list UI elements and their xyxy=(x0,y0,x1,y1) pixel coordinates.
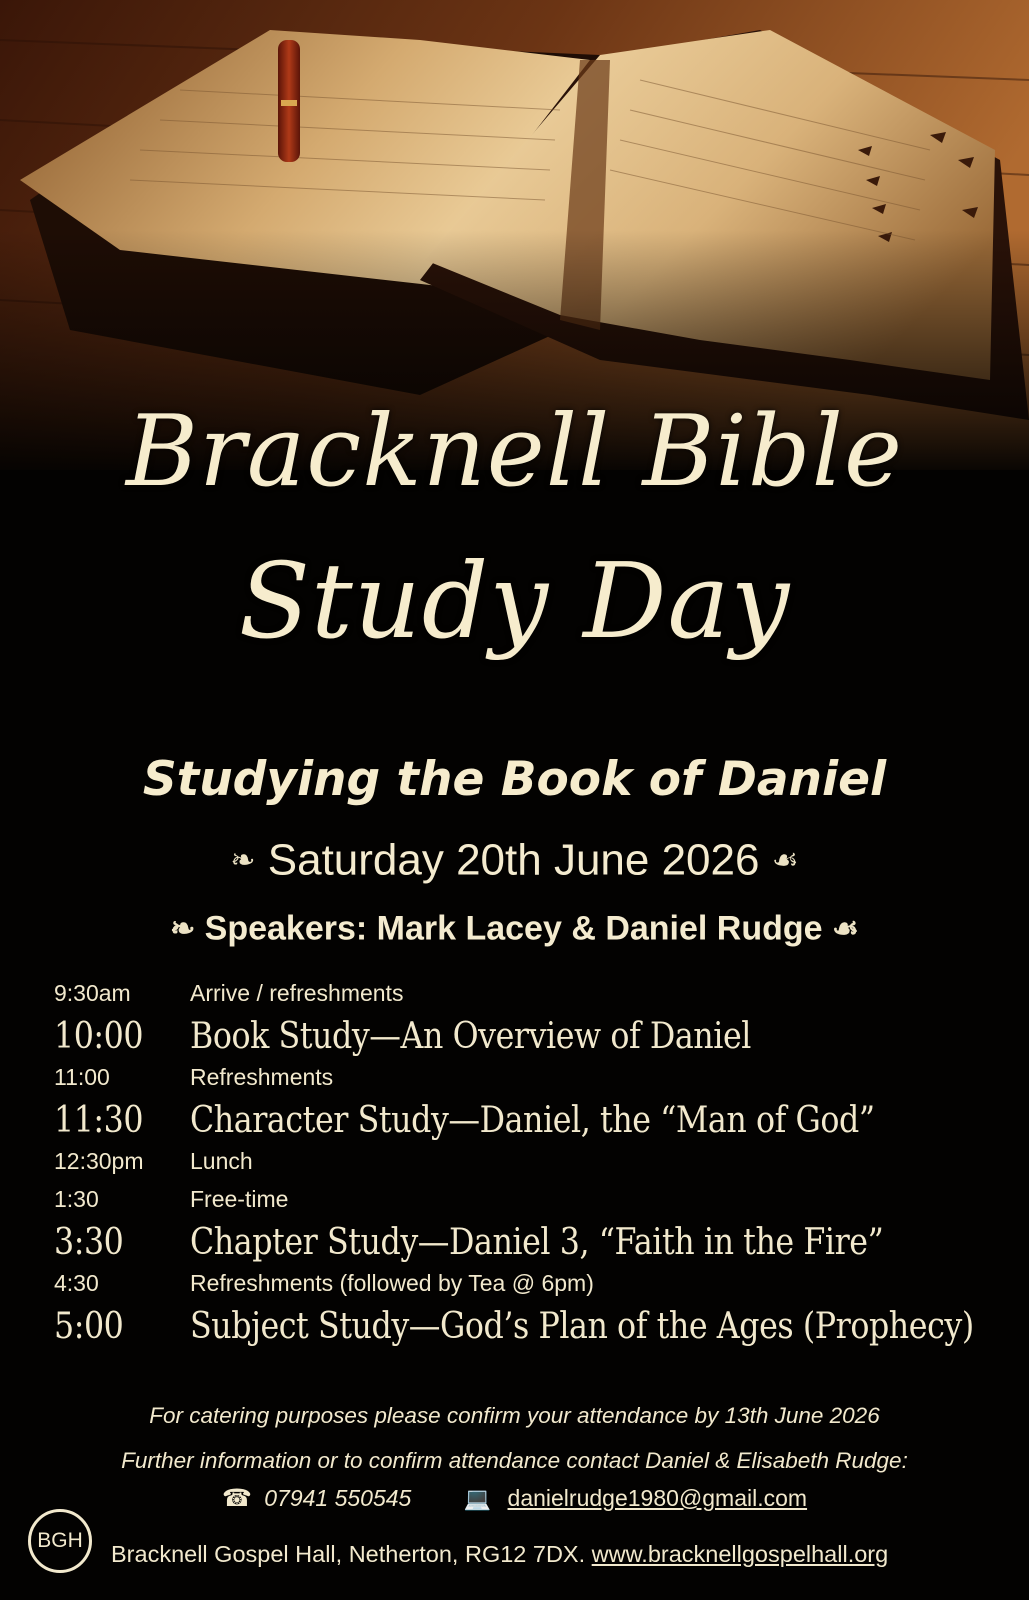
schedule-row xyxy=(0,1182,1029,1216)
schedule-row xyxy=(0,1014,1029,1060)
laptop-icon: 💻 xyxy=(463,1486,492,1511)
schedule-row xyxy=(0,976,1029,1010)
event-date: Saturday 20th June 2026 xyxy=(267,835,760,885)
speakers: Speakers: Mark Lacey & Daniel Rudge xyxy=(204,909,823,948)
schedule-row xyxy=(0,1266,1029,1300)
website-link[interactable]: www.bracknellgospelhall.org xyxy=(591,1541,889,1567)
speakers-line xyxy=(0,908,1029,949)
schedule-description: Character Study—Daniel, the “Man of God” xyxy=(190,1100,875,1141)
schedule-description: Arrive / refreshments xyxy=(190,980,404,1006)
schedule-description: Refreshments (followed by Tea @ 6pm) xyxy=(190,1270,594,1296)
schedule-time: 5:00 xyxy=(54,1306,124,1347)
ornament-right-icon: ☙ xyxy=(771,842,799,878)
footer xyxy=(111,1541,1011,1568)
schedule-row xyxy=(0,1220,1029,1266)
schedule-time: 11:30 xyxy=(54,1100,144,1141)
title-line-1: Bracknell Bible xyxy=(126,395,903,509)
contact-note: Further information or to confirm attendance contact Daniel & Elisabeth Rudge: xyxy=(121,1448,908,1473)
email-link[interactable]: danielrudge1980@gmail.com xyxy=(507,1485,808,1511)
telephone-icon: ☎ xyxy=(221,1485,252,1512)
schedule-row xyxy=(0,1304,1029,1350)
title-line-2: Study Day xyxy=(238,540,791,662)
schedule-time: 12:30pm xyxy=(54,1148,144,1174)
ornament-left-icon: ❧ xyxy=(170,911,196,947)
schedule-description: Book Study—An Overview of Daniel xyxy=(190,1016,751,1057)
schedule-row xyxy=(0,1098,1029,1144)
schedule-description: Refreshments xyxy=(190,1064,334,1090)
schedule-description: Free-time xyxy=(190,1186,289,1212)
schedule-time: 11:00 xyxy=(54,1064,110,1090)
schedule-time: 1:30 xyxy=(54,1186,99,1212)
subtitle: Studying the Book of Daniel xyxy=(142,752,887,807)
catering-note: For catering purposes please confirm your attendance by 13th June 2026 xyxy=(149,1403,880,1428)
schedule-row xyxy=(0,1060,1029,1094)
address: Bracknell Gospel Hall, Netherton, RG12 7DX. xyxy=(111,1541,586,1567)
schedule-time: 9:30am xyxy=(54,980,131,1006)
schedule-time: 3:30 xyxy=(54,1222,124,1263)
schedule-row xyxy=(0,1144,1029,1178)
schedule-description: Lunch xyxy=(190,1148,253,1174)
schedule-time: 4:30 xyxy=(54,1270,99,1296)
bgh-logo: BGH xyxy=(28,1509,92,1573)
ornament-right-icon: ☙ xyxy=(832,911,859,947)
contact-details xyxy=(0,1484,1029,1513)
date-line xyxy=(0,833,1029,885)
ornament-left-icon: ❧ xyxy=(230,842,256,878)
schedule-description: Chapter Study—Daniel 3, “Faith in the Fire” xyxy=(190,1222,884,1263)
phone-number[interactable]: 07941 550545 xyxy=(264,1485,412,1511)
schedule-time: 10:00 xyxy=(54,1016,144,1057)
schedule-description: Subject Study—God’s Plan of the Ages (Prophecy) xyxy=(190,1306,974,1347)
